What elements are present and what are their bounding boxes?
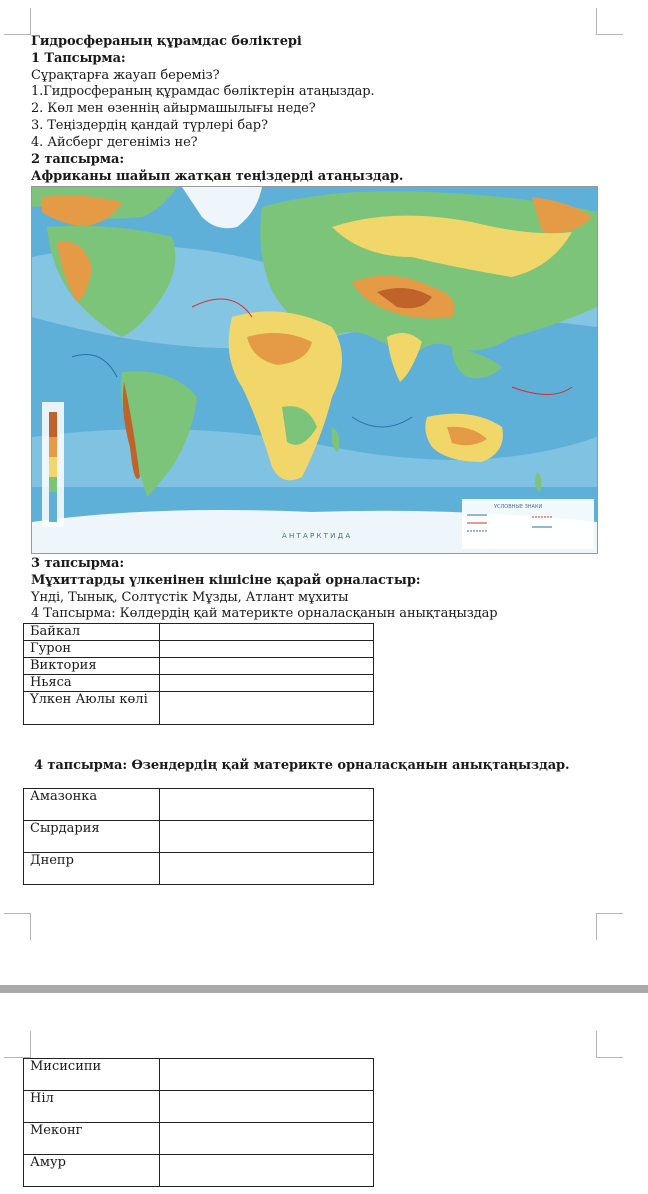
task3-title: 3 тапсырма: <box>31 556 125 571</box>
question-1: 1.Гидросфераның құрамдас бөліктерін атаңыздар. <box>31 84 375 99</box>
crop-mark <box>4 1031 31 1058</box>
table-row <box>24 692 374 725</box>
table-row <box>24 1155 374 1187</box>
river-answer-cell[interactable] <box>160 853 374 885</box>
task2-prompt: Африканы шайып жатқан теңіздерді атаңыздар. <box>31 169 404 184</box>
river-answer-cell[interactable] <box>160 1091 374 1123</box>
task4-rivers-title: 4 тапсырма: Өзендердің қай материкте орналасқанын анықтаңыздар. <box>34 758 570 773</box>
river-answer-cell[interactable] <box>160 821 374 853</box>
lake-name: Байкал <box>24 624 160 641</box>
rivers-table <box>23 788 374 885</box>
river-answer-cell[interactable] <box>160 1123 374 1155</box>
lake-name: Виктория <box>24 658 160 675</box>
crop-mark <box>596 913 623 940</box>
antarctica-label: А Н Т А Р К Т И Д А <box>282 532 351 540</box>
crop-mark <box>596 1031 623 1058</box>
river-name: Мисисипи <box>24 1059 160 1091</box>
lake-name: Үлкен Аюлы көлі <box>24 692 160 725</box>
table-row <box>24 641 374 658</box>
task1-title: 1 Тапсырма: <box>31 51 126 66</box>
question-4: 4. Айсберг дегеніміз не? <box>31 135 198 150</box>
river-name: Меконг <box>24 1123 160 1155</box>
lake-answer-cell[interactable] <box>160 692 374 725</box>
document-page-2 <box>0 993 648 1194</box>
table-row <box>24 821 374 853</box>
table-row <box>24 789 374 821</box>
task3-prompt: Мұхиттарды үлкенінен кішісіне қарай орналастыр: <box>31 573 421 588</box>
lake-answer-cell[interactable] <box>160 624 374 641</box>
table-row <box>24 624 374 641</box>
river-name: Днепр <box>24 853 160 885</box>
river-answer-cell[interactable] <box>160 789 374 821</box>
world-map-image <box>32 187 597 553</box>
document-heading: Гидросфераның құрамдас бөліктері <box>31 34 302 49</box>
table-row <box>24 1091 374 1123</box>
river-answer-cell[interactable] <box>160 1155 374 1187</box>
lake-answer-cell[interactable] <box>160 658 374 675</box>
task1-intro: Сұрақтарға жауап береміз? <box>31 68 220 83</box>
table-row <box>24 1059 374 1091</box>
legend-title: УСЛОВНЫЕ ЗНАКИ <box>494 504 543 510</box>
crop-mark <box>596 8 623 35</box>
world-physical-map <box>31 186 598 554</box>
table-row <box>24 1123 374 1155</box>
crop-mark <box>4 8 31 35</box>
task2-title: 2 тапсырма: <box>31 152 125 167</box>
river-name: Сырдария <box>24 821 160 853</box>
question-3: 3. Теңіздердің қандай түрлері бар? <box>31 118 268 133</box>
lakes-table <box>23 623 374 725</box>
task4-lakes-title: 4 Тапсырма: Көлдердің қай материкте орналасқанын анықтаңыздар <box>31 606 498 621</box>
question-2: 2. Көл мен өзеннің айырмашылығы неде? <box>31 101 316 116</box>
crop-mark <box>4 913 31 940</box>
lake-answer-cell[interactable] <box>160 675 374 692</box>
lake-answer-cell[interactable] <box>160 641 374 658</box>
task3-oceans-list: Үнді, Тынық, Солтүстік Мұзды, Атлант мұхиты <box>31 590 349 605</box>
river-name: Амазонка <box>24 789 160 821</box>
page-separator <box>0 985 648 993</box>
table-row <box>24 658 374 675</box>
lake-name: Гурон <box>24 641 160 658</box>
river-answer-cell[interactable] <box>160 1059 374 1091</box>
table-row <box>24 675 374 692</box>
lake-name: Ньяса <box>24 675 160 692</box>
table-row <box>24 853 374 885</box>
river-name: Ніл <box>24 1091 160 1123</box>
rivers-table-continued <box>23 1058 374 1187</box>
river-name: Амур <box>24 1155 160 1187</box>
